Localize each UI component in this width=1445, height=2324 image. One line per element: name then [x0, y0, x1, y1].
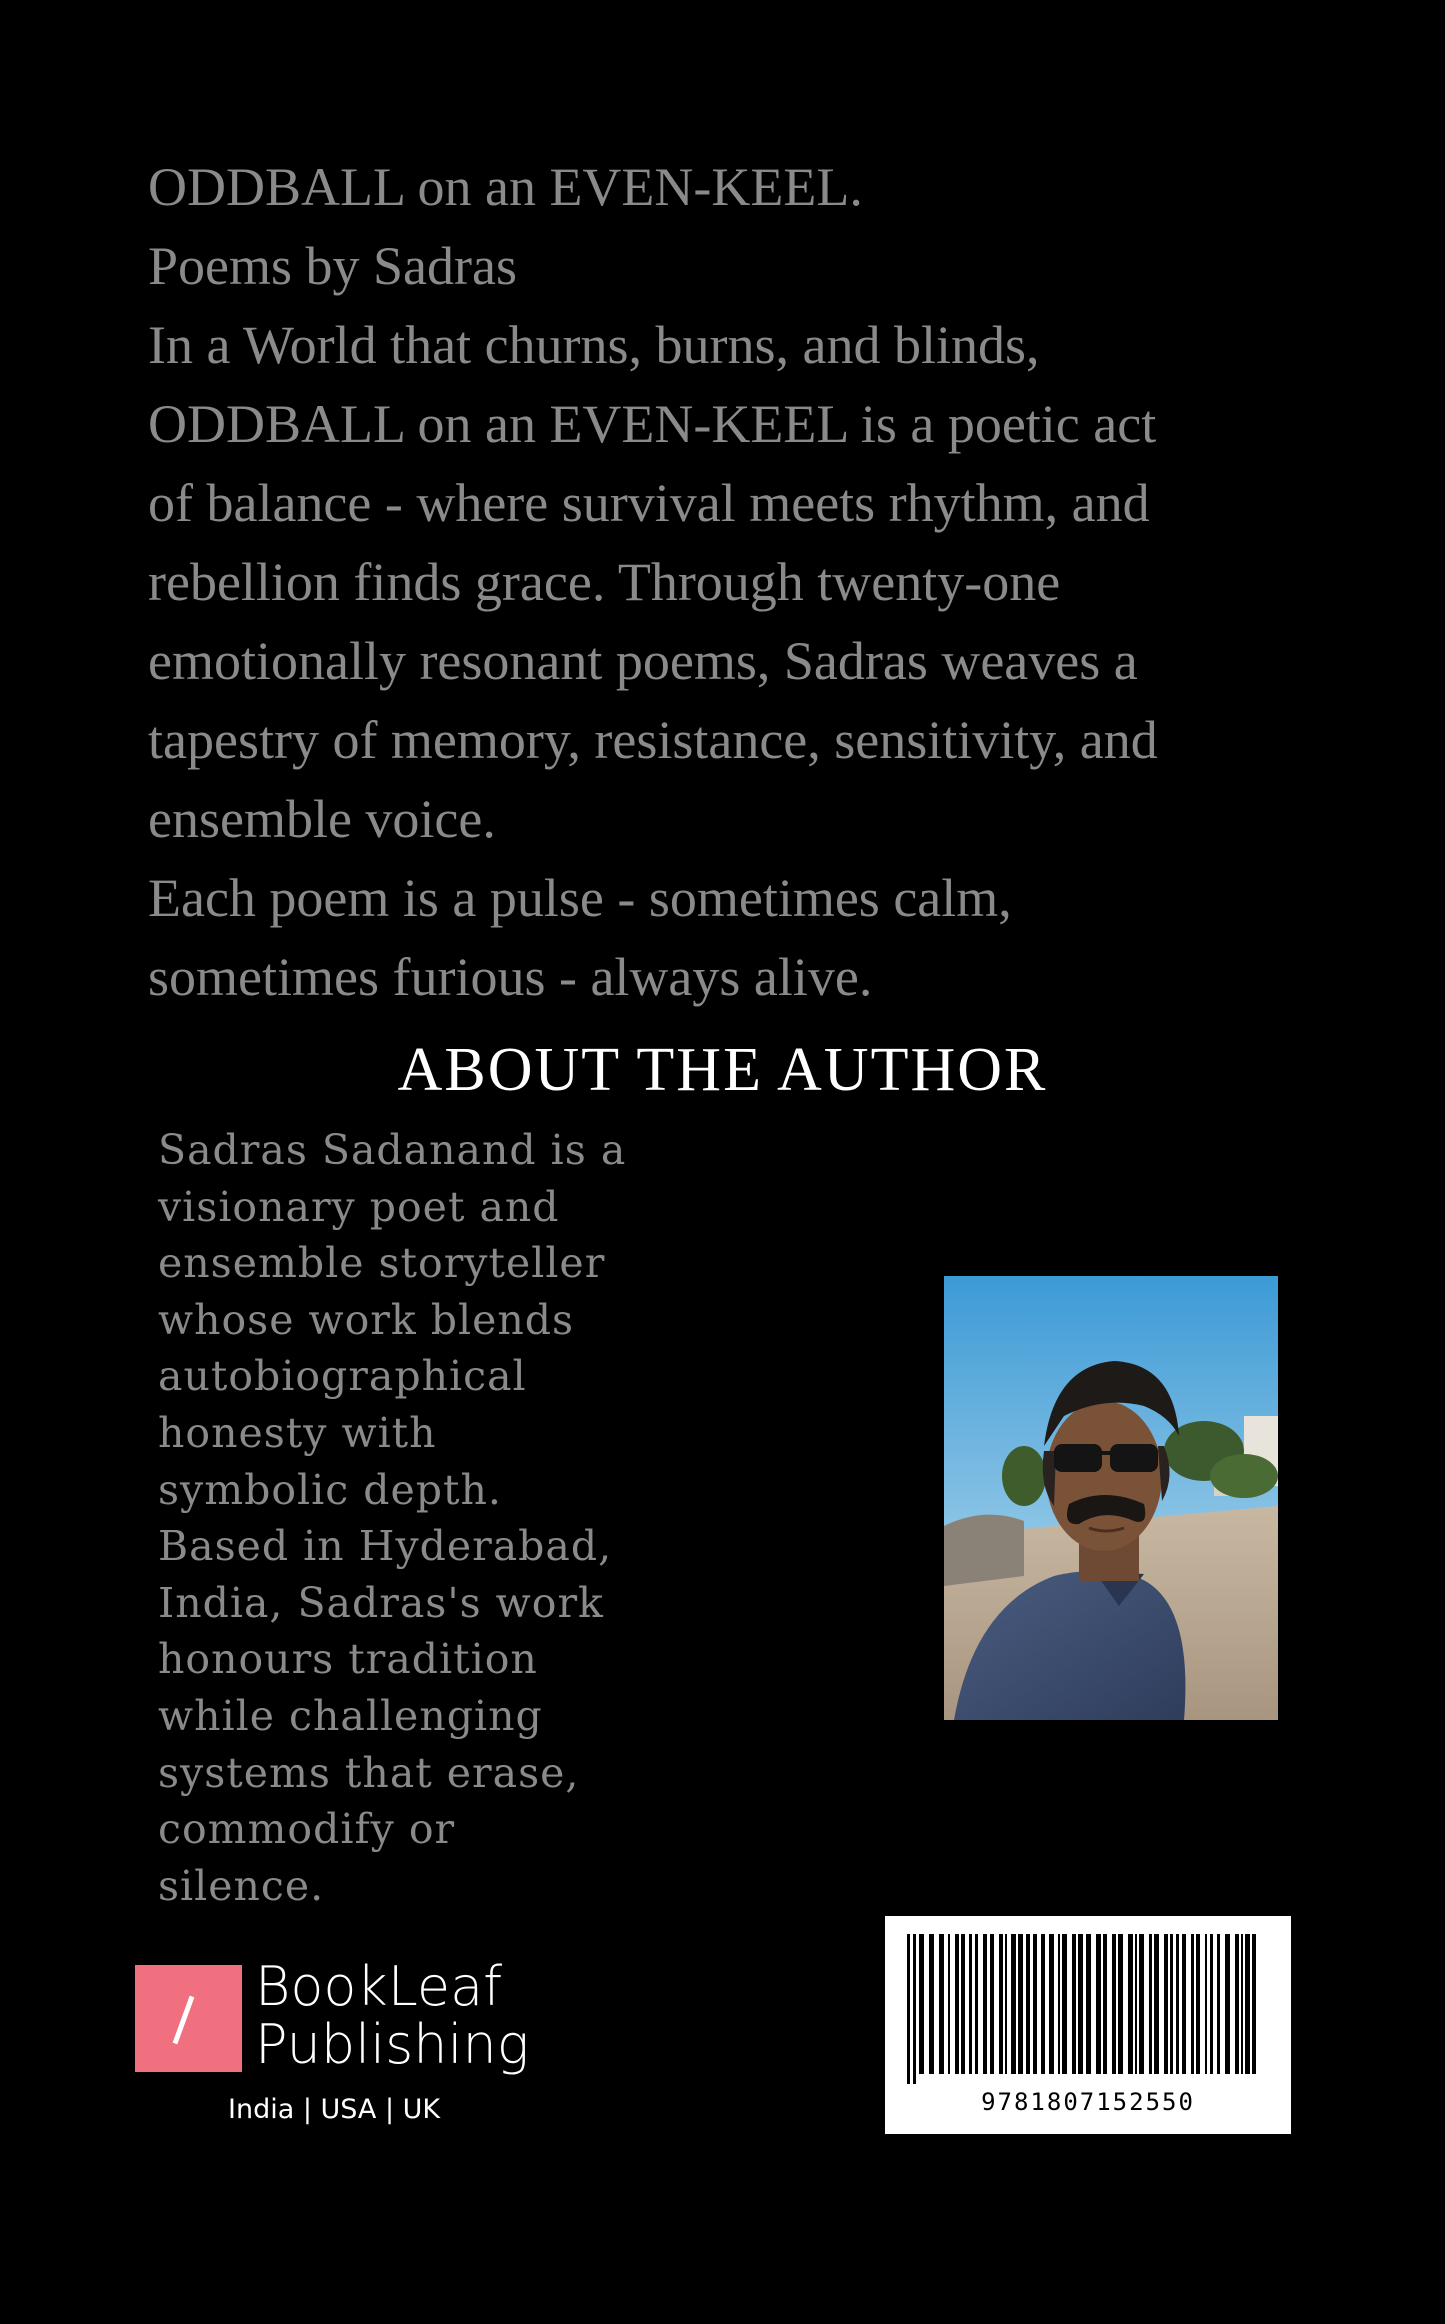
bio-line: while challenging [158, 1691, 543, 1740]
author-bio [158, 1122, 758, 1914]
isbn-number: 9781807152550 [981, 2088, 1195, 2116]
barcode-bar [1018, 1934, 1023, 2074]
bio-line: ensemble storyteller [158, 1239, 606, 1288]
barcode-bar [975, 1934, 978, 2074]
barcode-bar [1225, 1934, 1230, 2074]
barcode-bar [1241, 1934, 1243, 2074]
barcode-bar [1103, 1934, 1107, 2074]
blurb-line: rebellion finds grace. Through twenty-one [148, 552, 1061, 612]
barcode-bar [1086, 1934, 1091, 2074]
bio-line: systems that erase, [158, 1748, 580, 1797]
barcode-bar [1026, 1934, 1030, 2074]
barcode-bar [1135, 1934, 1137, 2074]
blurb-line: In a World that churns, burns, and blinds, [148, 315, 1040, 375]
blurb-line: emotionally resonant poems, Sadras weaves a [148, 631, 1138, 691]
about-author-heading: ABOUT THE AUTHOR [397, 1036, 1048, 1104]
barcode-bar [961, 1934, 965, 2074]
slash-icon [173, 1996, 195, 2045]
barcode-bar [1096, 1934, 1101, 2074]
bio-line: commodify or [158, 1805, 456, 1854]
barcode-bar [1062, 1934, 1067, 2074]
barcode-bar [1072, 1934, 1076, 2074]
barcode-bar [919, 1934, 924, 2074]
bio-line: honesty with [158, 1408, 437, 1457]
bio-line: silence. [158, 1861, 325, 1910]
bio-line: symbolic depth. [158, 1465, 502, 1514]
bio-line: visionary poet and [158, 1182, 560, 1231]
barcode-bar [1078, 1934, 1083, 2074]
barcode-bar [990, 1934, 994, 2074]
bio-line: honours tradition [158, 1635, 538, 1684]
barcode-bar [1154, 1934, 1159, 2074]
barcode-bar [1252, 1934, 1256, 2074]
barcode-bar [913, 1934, 916, 2084]
blurb-line: Poems by Sadras [148, 236, 517, 296]
bio-line: Sadras Sadanand is a [158, 1126, 627, 1174]
barcode-bar [983, 1934, 987, 2074]
blurb-line: ensemble voice. [148, 789, 496, 849]
blurb-line: sometimes furious - always alive. [148, 947, 873, 1007]
barcode-bar [1118, 1934, 1123, 2074]
barcode-bar [907, 1934, 910, 2084]
bio-line: whose work blends [158, 1295, 575, 1344]
barcode-bar [1139, 1934, 1144, 2074]
barcode-bar [1049, 1934, 1054, 2074]
bio-line: India, Sadras's work [158, 1578, 604, 1627]
blurb-line: tapestry of memory, resistance, sensitivity, and [148, 710, 1158, 770]
blurb-line: ODDBALL on an EVEN-KEEL is a poetic act [148, 394, 1157, 454]
barcode-bar [1112, 1934, 1116, 2074]
barcode-bar [1011, 1934, 1016, 2074]
publisher-name-line2: Publishing [255, 2013, 530, 2076]
barcode-bar [1245, 1934, 1250, 2074]
barcode-bar [1164, 1934, 1168, 2074]
bio-line: Based in Hyderabad, [158, 1522, 613, 1571]
publisher-regions: India | USA | UK [228, 2094, 441, 2125]
blurb-line: of balance - where survival meets rhythm, and [148, 473, 1150, 533]
barcode-bar [955, 1934, 959, 2074]
barcode-bar [939, 1934, 944, 2074]
barcode-bar [1058, 1934, 1060, 2074]
author-photo [944, 1276, 1278, 1720]
barcode-bar [1176, 1934, 1179, 2074]
publisher-name-line1: BookLeaf [255, 1955, 503, 2018]
bio-line: autobiographical [158, 1352, 527, 1401]
blurb-line: Each poem is a pulse - sometimes calm, [148, 868, 1012, 928]
book-blurb [148, 148, 1328, 1017]
barcode-bar [1235, 1934, 1239, 2074]
barcode-bar [1170, 1934, 1173, 2074]
barcode-bar [1041, 1934, 1045, 2074]
barcode-bar [1210, 1934, 1213, 2074]
barcode-bar [1149, 1934, 1152, 2074]
publisher-name [255, 1955, 530, 2076]
barcode-bar [1196, 1934, 1200, 2074]
isbn-barcode [885, 1916, 1291, 2134]
barcode-bar [999, 1934, 1003, 2074]
barcode-bar [929, 1934, 934, 2074]
barcode-bar [1128, 1934, 1133, 2074]
barcode-bar [1217, 1934, 1220, 2074]
barcode-bar [1005, 1934, 1007, 2074]
barcode-bar [1033, 1934, 1037, 2074]
barcode-bar [1205, 1934, 1207, 2074]
barcode-bar [948, 1934, 950, 2074]
blurb-line: ODDBALL on an EVEN-KEEL. [148, 157, 863, 217]
barcode-bar [969, 1934, 972, 2074]
barcode-bar [1182, 1934, 1186, 2074]
barcode-bars [903, 1934, 1273, 2084]
barcode-bar [1191, 1934, 1194, 2074]
author-photo-illustration [944, 1276, 1278, 1720]
publisher-logo [135, 1965, 242, 2072]
